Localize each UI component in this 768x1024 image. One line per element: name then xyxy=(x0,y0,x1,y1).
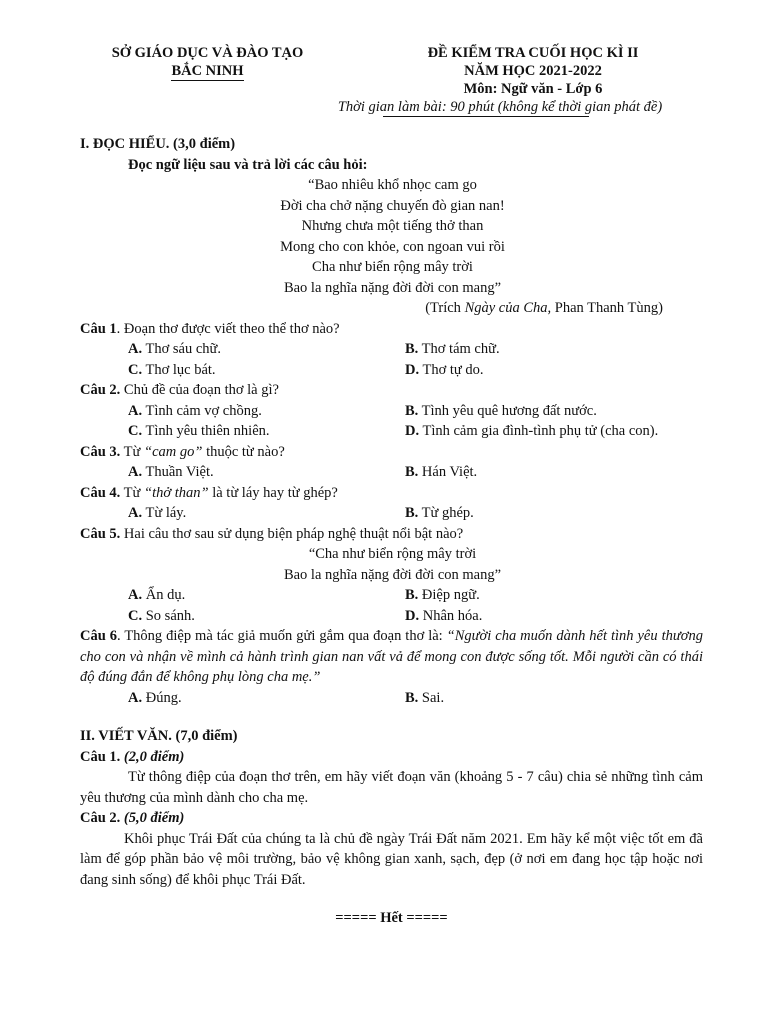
exam-title: ĐỀ KIỂM TRA CUỐI HỌC KÌ II xyxy=(427,45,639,61)
option: A. Từ láy. xyxy=(128,505,187,521)
subject-grade: Môn: Ngữ văn - Lớp 6 xyxy=(463,81,603,97)
option: C. Tình yêu thiên nhiên. xyxy=(128,423,270,439)
writing-question-1: Câu 1. (2,0 điểm) xyxy=(80,748,185,765)
part2-heading: II. VIẾT VĂN. (7,0 điểm) xyxy=(80,728,238,744)
option: C. So sánh. xyxy=(128,607,195,624)
q1-options xyxy=(80,360,703,381)
poem-line: Cha như biển rộng mây trời xyxy=(312,259,473,275)
poem-line: Đời cha chở nặng chuyến đò gian nan! xyxy=(280,197,505,214)
option: B. Tình yêu quê hương đất nước. xyxy=(405,402,597,419)
reading-instruction: Đọc ngữ liệu sau và trả lời các câu hỏi: xyxy=(128,156,368,173)
q1-options xyxy=(80,339,703,360)
option: B. Sai. xyxy=(405,689,445,706)
poem-line: “Bao nhiêu khổ nhọc cam go xyxy=(308,177,477,193)
verse-line: Bao la nghĩa nặng đời đời con mang” xyxy=(283,566,502,583)
poem-line: Bao la nghĩa nặng đời đời con mang” xyxy=(283,279,502,296)
q5-options xyxy=(80,585,703,606)
option: B. Hán Việt. xyxy=(405,464,478,480)
end-marker: ===== Hết ===== xyxy=(335,910,448,926)
option: A. Thuần Việt. xyxy=(128,464,214,480)
q4-options xyxy=(80,503,703,524)
question-5: Câu 5. Hai câu thơ sau sử dụng biện pháp nghệ thuật nổi bật nào? xyxy=(80,525,464,542)
school-year: NĂM HỌC 2021-2022 xyxy=(464,63,602,79)
option: B. Từ ghép. xyxy=(405,505,474,521)
part1-heading: I. ĐỌC HIỂU. (3,0 điểm) xyxy=(80,136,236,152)
question-4: Câu 4. Từ “thở than” là từ láy hay từ ghép? xyxy=(80,484,338,501)
q3-options xyxy=(80,462,703,483)
poem-line: Nhưng chưa một tiếng thở than xyxy=(301,218,484,234)
option: A. Đúng. xyxy=(128,689,182,706)
exam-header xyxy=(80,44,703,116)
option: D. Thơ tự do. xyxy=(405,361,484,378)
verse-line: “Cha như biển rộng mây trời xyxy=(308,546,477,562)
option: A. Ẩn dụ. xyxy=(128,587,186,603)
option: C. Thơ lục bát. xyxy=(128,361,216,378)
exam-page xyxy=(80,44,703,929)
question-3: Câu 3. Từ “cam go” thuộc từ nào? xyxy=(80,443,285,460)
q6-options xyxy=(80,688,703,709)
writing-question-2-text: Khôi phục Trái Đất của chúng ta là chủ đề ngày Trái Đất năm 2021. Em hãy kể một việc tốt em đã làm để góp phần bảo vệ môi trường, bảo vệ không gian xanh, sạch, đẹp (ở nơi em đang học tập hoặc nơi đang sinh sống) để khôi phục Trái Đất. xyxy=(80,830,703,888)
time-allowed: Thời gian làm bài: 90 phút (không kể thời gian phát đề) xyxy=(337,99,663,115)
option: A. Thơ sáu chữ. xyxy=(128,341,221,357)
option: B. Điệp ngữ. xyxy=(405,587,480,603)
q5-verses xyxy=(80,544,703,585)
writing-question-2: Câu 2. (5,0 điểm) xyxy=(80,810,185,826)
q2-options xyxy=(80,401,703,422)
q5-options xyxy=(80,606,703,627)
option: D. Tình cảm gia đình-tình phụ tử (cha con). xyxy=(405,423,659,439)
option: D. Nhân hóa. xyxy=(405,607,483,624)
option: B. Thơ tám chữ. xyxy=(405,341,500,357)
poem xyxy=(80,175,703,298)
poem-source: (Trích Ngày của Cha, Phan Thanh Tùng) xyxy=(425,300,663,316)
question-1: Câu 1. Đoạn thơ được viết theo thể thơ nào? xyxy=(80,320,340,337)
question-2: Câu 2. Chủ đề của đoạn thơ là gì? xyxy=(80,382,279,398)
exam-info-block xyxy=(337,44,713,116)
q2-options xyxy=(80,421,703,442)
question-6: Câu 6. Thông điệp mà tác giả muốn gửi gắm qua đoạn thơ là: “Người cha muốn dành hết tình yêu thương cho con và nhận về mình cả hành trình gian nan vất vả để mong con được sống tốt. Mỗi người cần có thái độ đúng đắn để không phụ lòng cha mẹ.” xyxy=(80,628,703,685)
province-name: BẮC NINH xyxy=(171,63,244,79)
department-name: SỞ GIÁO DỤC VÀ ĐÀO TẠO xyxy=(111,45,304,61)
writing-question-1-text: Từ thông điệp của đoạn thơ trên, em hãy viết đoạn văn (khoảng 5 - 7 câu) chia sẻ những tình cảm yêu thương của mình dành cho cha mẹ. xyxy=(80,769,703,806)
option: A. Tình cảm vợ chồng. xyxy=(128,402,262,419)
poem-line: Mong cho con khỏe, con ngoan vui rồi xyxy=(280,238,505,255)
